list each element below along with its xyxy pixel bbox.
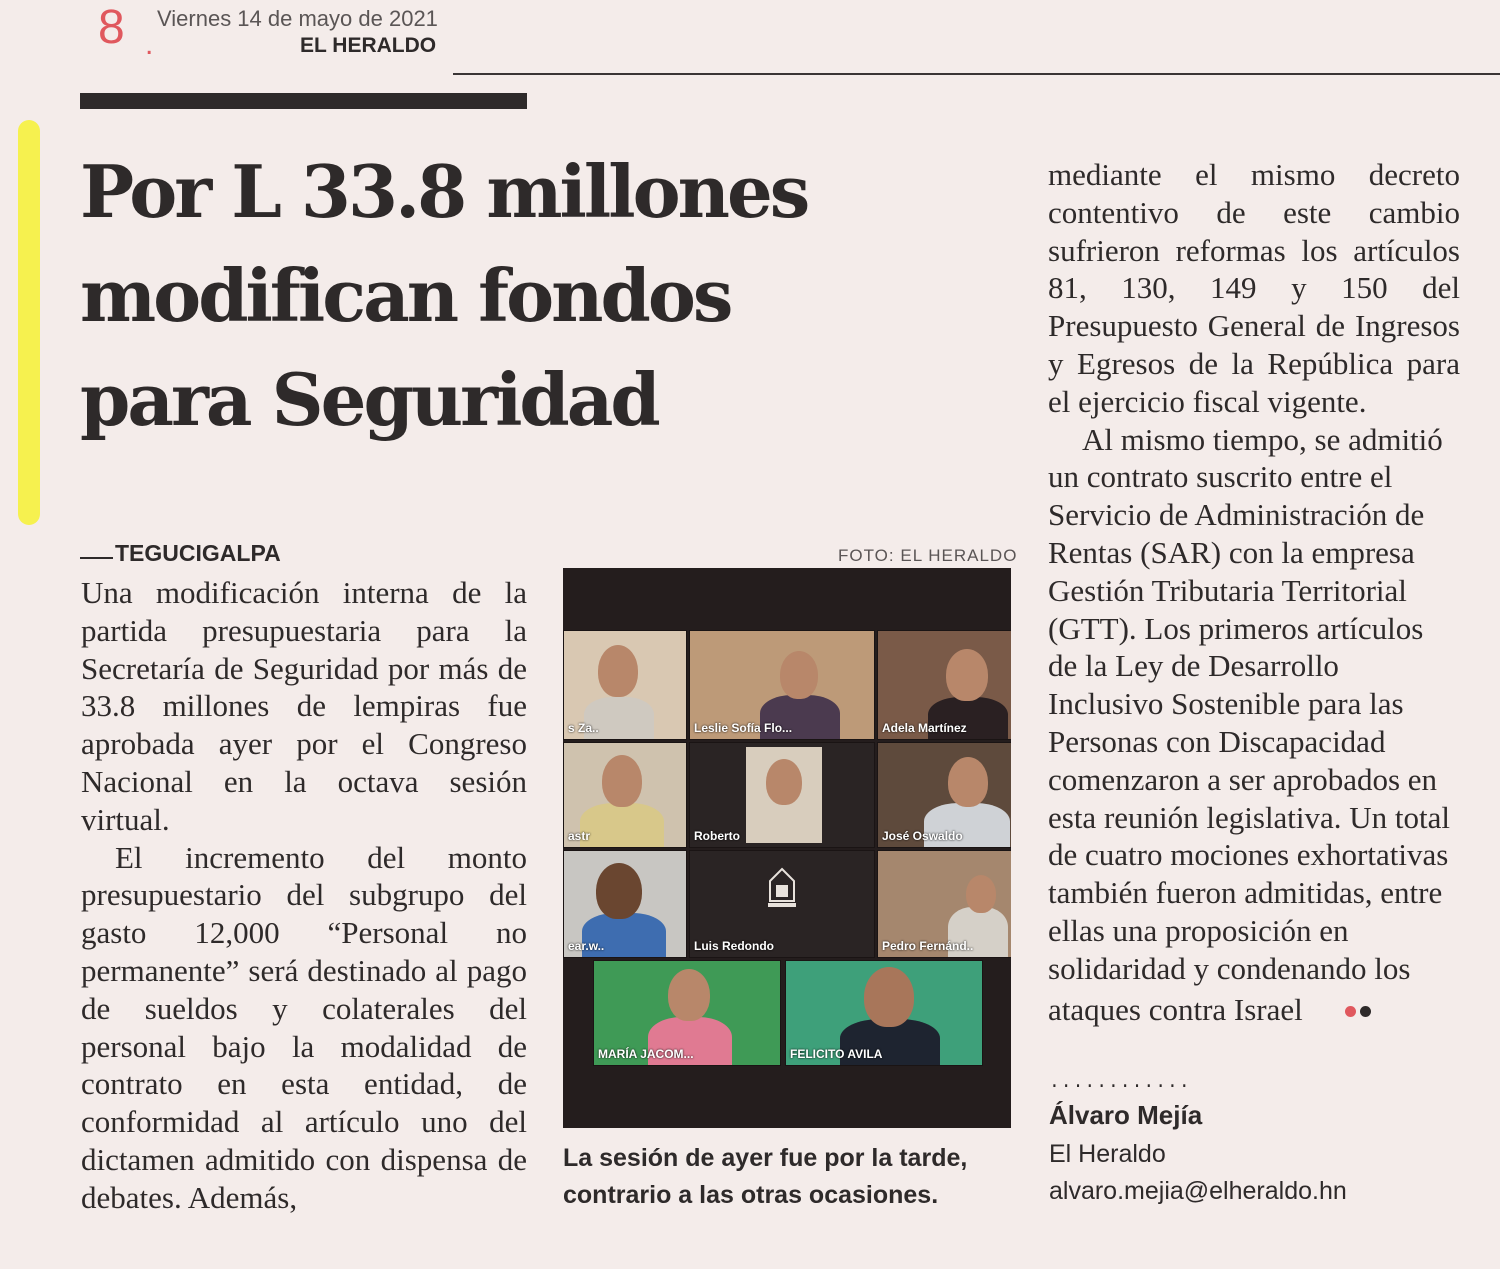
author-organization: El Heraldo	[1049, 1140, 1166, 1168]
participant-name: Luis Redondo	[694, 939, 774, 953]
participant-tile	[689, 850, 875, 958]
page-number-dot: .	[145, 28, 154, 61]
congress-emblem-icon	[764, 867, 800, 911]
highlighter-mark	[18, 120, 40, 525]
participant-face	[780, 651, 818, 699]
participant-tile	[689, 742, 875, 848]
paragraph: El incremento del monto presupuestario del subgrupo del gasto 12,000 “Personal no permanente” será destinado al pago de sueldos y colaterales del personal bajo la modalidad de contrato en esta entidad, de conformidad al artículo uno del dictamen admitido con dispensa de debates. Además,	[81, 839, 527, 1215]
participant-face	[966, 875, 996, 913]
top-divider	[453, 73, 1500, 75]
participant-tile	[689, 630, 875, 740]
participant-name: MARÍA JACOM...	[598, 1047, 694, 1061]
participant-face	[596, 863, 642, 919]
participant-name: astr	[568, 829, 591, 843]
author-email: alvaro.mejia@elheraldo.hn	[1049, 1177, 1347, 1205]
participant-tile	[877, 630, 1011, 740]
paragraph: mediante el mismo decreto contentivo de este cambio sufrieron reformas los artículos 81, 130, 149 y 150 del Presupuesto General de Ingresos y Egresos de la República para el ejercicio fiscal vigente.	[1048, 157, 1460, 419]
participant-face	[668, 969, 710, 1021]
article-column-left	[81, 574, 527, 1217]
headline-line-3: para Seguridad	[80, 357, 658, 442]
byline-separator: ............	[1049, 1073, 1191, 1093]
photo-credit: FOTO: EL HERALDO	[838, 546, 1018, 565]
video-call-photo	[563, 568, 1011, 1128]
participant-face	[948, 757, 988, 807]
newspaper-name: EL HERALDO	[300, 34, 437, 57]
photo-caption: La sesión de ayer fue por la tarde, contrario a las otras ocasiones.	[563, 1144, 968, 1209]
participant-name: Pedro Fernánd..	[882, 939, 974, 953]
author-name: Álvaro Mejía	[1049, 1100, 1203, 1130]
paragraph-text: Al mismo tiempo, se admitió un contrato suscrito entre el Servicio de Administración de Rentas (SAR) con la empresa Gestión Tributaria Territorial (GTT). Los primeros artículos de la Ley de Desarrollo Inclusivo Sostenible para las Personas con Discapacidad comenzaron a ser aprobados en esta reunión legislativa. Un total de cuatro mociones exhortativas también fueron admitidas, entre ellas una proposición en solidaridad y condenando los ataques contra Israel	[1048, 421, 1451, 1027]
participant-tile	[563, 850, 687, 958]
participant-name: s Za..	[568, 721, 599, 735]
page-number: 8	[98, 1, 125, 54]
participant-face	[864, 967, 914, 1027]
participant-name: Adela Martínez	[882, 721, 967, 735]
dateline-dash	[80, 557, 113, 559]
headline-line-2: modifican fondos	[80, 253, 731, 338]
end-dot-icon	[1360, 1006, 1371, 1017]
participant-tile	[563, 742, 687, 848]
paragraph	[1048, 421, 1460, 1029]
headline	[80, 140, 1030, 452]
participant-name: Roberto	[694, 829, 740, 843]
dateline	[80, 540, 281, 567]
article-column-right	[1048, 156, 1460, 1028]
participant-face	[946, 649, 988, 701]
paragraph: Una modificación interna de la partida presupuestaria para la Secretaría de Seguridad por más de 33.8 millones de lempiras fue aprobada ayer por el Congreso Nacional en la octava sesión virtual.	[81, 575, 527, 837]
participant-tile	[785, 960, 983, 1066]
participant-name: José Oswaldo	[882, 829, 963, 843]
participant-face	[602, 755, 642, 807]
section-bar	[80, 93, 527, 109]
participant-tile	[593, 960, 781, 1066]
participant-face	[766, 759, 802, 805]
dateline-text: TEGUCIGALPA	[115, 540, 281, 566]
headline-line-1: Por L 33.8 millones	[80, 149, 808, 234]
participant-tile	[877, 850, 1011, 958]
publication-date: Viernes 14 de mayo de 2021	[157, 6, 438, 31]
participant-torso	[580, 803, 664, 848]
end-mark	[1311, 988, 1375, 1026]
participant-face	[598, 645, 638, 697]
participant-name: Leslie Sofía Flo...	[694, 721, 793, 735]
participant-tile	[877, 742, 1011, 848]
end-dot-icon	[1345, 1006, 1356, 1017]
participant-tile	[563, 630, 687, 740]
participant-name: ear.w..	[568, 939, 605, 953]
participant-name: FELICITO AVILA	[790, 1047, 883, 1061]
